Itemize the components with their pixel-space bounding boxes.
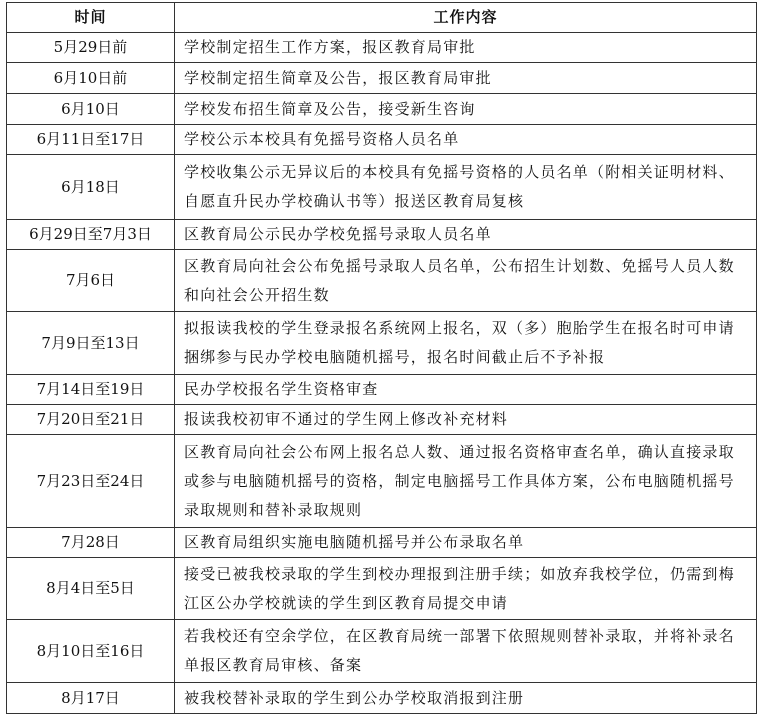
row-time: 8月17日 xyxy=(7,683,175,714)
table-row xyxy=(7,558,757,620)
table-row xyxy=(7,155,757,220)
row-content: 区教育局向社会公布网上报名总人数、通过报名资格审查名单，确认直接录取或参与电脑随机摇号的资格，制定电脑摇号工作具体方案，公布电脑随机摇号录取规则和替补录取规则 xyxy=(175,435,757,528)
row-content: 学校发布招生简章及公告，接受新生咨询 xyxy=(175,94,757,125)
row-time: 7月9日至13日 xyxy=(7,312,175,375)
row-content: 区教育局组织实施电脑随机摇号并公布录取名单 xyxy=(175,528,757,558)
row-time: 7月20日至21日 xyxy=(7,405,175,435)
table-row xyxy=(7,63,757,94)
row-content: 学校公示本校具有免摇号资格人员名单 xyxy=(175,125,757,155)
row-time: 7月28日 xyxy=(7,528,175,558)
row-time: 5月29日前 xyxy=(7,33,175,63)
table-row xyxy=(7,683,757,714)
row-content: 学校收集公示无异议后的本校具有免摇号资格的人员名单（附相关证明材料、自愿直升民办学校确认书等）报送区教育局复核 xyxy=(175,155,757,220)
row-content: 学校制定招生工作方案，报区教育局审批 xyxy=(175,33,757,63)
row-time: 6月29日至7月3日 xyxy=(7,220,175,250)
table-row xyxy=(7,435,757,528)
table-row xyxy=(7,528,757,558)
row-time: 7月23日至24日 xyxy=(7,435,175,528)
table-row xyxy=(7,375,757,405)
row-content: 拟报读我校的学生登录报名系统网上报名，双（多）胞胎学生在报名时可申请捆绑参与民办学校电脑随机摇号，报名时间截止后不予补报 xyxy=(175,312,757,375)
table-row xyxy=(7,620,757,683)
row-content: 被我校替补录取的学生到公办学校取消报到注册 xyxy=(175,683,757,714)
row-time: 6月10日 xyxy=(7,94,175,125)
row-content: 报读我校初审不通过的学生网上修改补充材料 xyxy=(175,405,757,435)
row-time: 7月6日 xyxy=(7,250,175,312)
table-row xyxy=(7,312,757,375)
row-time: 6月10日前 xyxy=(7,63,175,94)
row-time: 7月14日至19日 xyxy=(7,375,175,405)
enrollment-schedule-table xyxy=(6,2,757,714)
table-header-row xyxy=(7,3,757,33)
header-time: 时间 xyxy=(7,3,175,33)
table-row xyxy=(7,33,757,63)
row-time: 6月11日至17日 xyxy=(7,125,175,155)
row-content: 接受已被我校录取的学生到校办理报到注册手续；如放弃我校学位，仍需到梅江区公办学校就读的学生到区教育局提交申请 xyxy=(175,558,757,620)
row-time: 6月18日 xyxy=(7,155,175,220)
table-row xyxy=(7,405,757,435)
row-content: 区教育局向社会公布免摇号录取人员名单，公布招生计划数、免摇号人员人数和向社会公开招生数 xyxy=(175,250,757,312)
row-content: 民办学校报名学生资格审查 xyxy=(175,375,757,405)
row-content: 区教育局公示民办学校免摇号录取人员名单 xyxy=(175,220,757,250)
table-row xyxy=(7,94,757,125)
row-content: 若我校还有空余学位，在区教育局统一部署下依照规则替补录取，并将补录名单报区教育局审核、备案 xyxy=(175,620,757,683)
row-time: 8月4日至5日 xyxy=(7,558,175,620)
table-row xyxy=(7,250,757,312)
row-time: 8月10日至16日 xyxy=(7,620,175,683)
header-content: 工作内容 xyxy=(175,3,757,33)
row-content: 学校制定招生简章及公告，报区教育局审批 xyxy=(175,63,757,94)
table-row xyxy=(7,220,757,250)
table-row xyxy=(7,125,757,155)
